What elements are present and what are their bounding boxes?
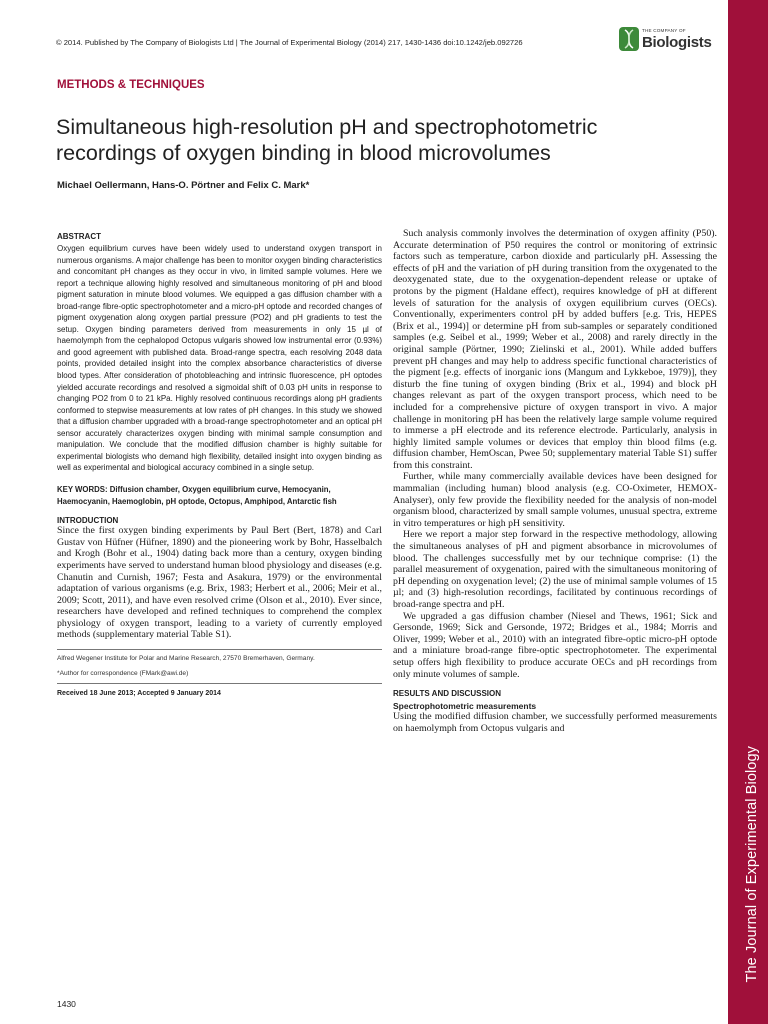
results-subheading: Spectrophotometric measurements (393, 701, 537, 712)
paragraph-4: We upgraded a gas diffusion chamber (Niesel and Thews, 1961; Sick and Gersonde, 1969; Sick and Gersonde, 1972; Bridges et al., 1984; Morris and Oliver, 1999; Weber et al., 2010) with an integrated fibre-optic micro-pH optode and a miniature broad-range fibre-optic spectrophotometer. The experimental setup offers high flexibility to produce accurate OECs and pH recordings from only minute volumes of sample. (393, 610, 717, 680)
paragraph-1: Such analysis commonly involves the determination of oxygen affinity (P50). Accurate determination of P50 requires the control or monitoring of extrinsic factors such as temperature, carbon dioxide and particularly pH. Assessing the effects of pH and the variation of pH during transition from the oxygenated to the deoxygenated state, due to the oxygenation-dependent release or uptake of protons by the pigment (Haldane effect), requires knowledge of pH at different levels of saturation for the analysis of oxygen equilibrium curves (OECs). Conventionally, experimenters control pH by added buffers [e.g. Tris, HEPES (Brix et al., 1994)] or determine pH from sub-samples or separately conditioned samples (e.g. Seibel et al., 1999; Weber et al., 2008) and rarely directly in the original sample (Pörtner, 1990; Zielinski et al., 2001). While added buffers prevent pH changes and may help to address specific functional characteristics of the pigment [e.g. effects of inorganic ions (Mangum and Lykkeboe, 1979)], they disturb the fine tuning of oxygen binding (Brix et al., 1994) and block pH changes relevant as part of the oxygen transport process, which need to be included for a comprehensive picture of oxygen transport in vivo. A major challenge in monitoring pH has been the relatively large sample volume required to immerse a pH electrode and its reference electrode. Particularly, analysis in highly limited sample volumes or devices that employ thin blood films (e.g. diffusion chamber, HemOscan, Pwee 50; supplementary material Table S1) suffer from this constraint. (393, 228, 717, 471)
abstract-heading: ABSTRACT (57, 232, 101, 241)
dna-icon (618, 26, 640, 52)
results-paragraph: Using the modified diffusion chamber, we successfully performed measurements on haemolymph from Octopus vulgaris and (393, 711, 717, 734)
correspondence: *Author for correspondence (FMark@awi.de) (57, 669, 189, 677)
results-body (393, 711, 717, 734)
paragraph-3: Here we report a major step forward in the respective methodology, allowing the simultaneous analyses of pH and pigment absorbance in microvolumes of blood. The challenges successfully met by our technique comprise: (1) the parallel measurement of oxygenation, paired with the simultaneous monitoring of pH depending on oxygenation level; (2) the use of minimal sample volumes of 15 µl; and (3) high-resolution recordings, facilitated by continuous recordings of broad-range spectra and pH. (393, 529, 717, 610)
affiliation: Alfred Wegener Institute for Polar and Marine Research, 27570 Bremerhaven, Germany. (57, 655, 315, 663)
article-title: Simultaneous high-resolution pH and spectrophotometric recordings of oxygen binding in blood microvolumes (56, 115, 598, 165)
logo-small-text: THE COMPANY OF (642, 28, 686, 33)
keywords-list: Diffusion chamber, Oxygen equilibrium curve, Hemocyanin, Haemocyanin, Haemoglobin, pH optode, Octopus, Amphipod, Antarctic fish (57, 484, 337, 506)
results-heading: RESULTS AND DISCUSSION (393, 689, 502, 699)
footnote-divider-2 (57, 683, 382, 684)
section-tag: METHODS & TECHNIQUES (57, 79, 205, 91)
introduction-heading: INTRODUCTION (57, 516, 119, 526)
right-column (393, 228, 717, 734)
paragraph-2: Further, while many commercially available devices have been designed for mammalian (including human) blood analysis (e.g. CO-Oximeter, HEMOX-Analyser), only few provide the flexibility needed for the analysis of non-model organism blood, characterized by small sample volumes, unusual spectra, extreme in vitro temperatures or high pH sensitivity. (393, 471, 717, 529)
sidebar-journal-title: The Journal of Experimental Biology (744, 745, 760, 982)
citation-line: © 2014. Published by The Company of Biologists Ltd | The Journal of Experimental Biology (2014) 217, 1430-1436 doi:10.1242/jeb.092726 (56, 38, 523, 47)
publisher-logo (618, 24, 718, 54)
page-number: 1430 (57, 999, 76, 1009)
introduction-text (57, 525, 382, 641)
keywords (57, 484, 382, 507)
introduction-paragraph: Since the first oxygen binding experiments by Paul Bert (Bert, 1878) and Carl Gustav von Hüfner (Hüfner, 1890) and the pioneering work by Bohr, Hasselbalch and Krogh (Bohr et al., 1904) dating back more than a century, oxygen binding experiments have served to understand human blood physiology and diseases (e.g. Chanutin and Curnish, 1967; Festa and Asakura, 1979) or the environmental adaptation of various organisms (e.g. Brix, 1983; Herbert et al., 2006; Meir et al., 2009; Scott, 2011), and have even resolved crime (Olson et al., 2010). Ever since, researchers have developed and refined techniques to comprehend the complex physiology of oxygen transport, leading to a variety of currently employed methods (supplementary material Table S1). (57, 525, 382, 641)
left-column (57, 232, 382, 697)
author-list: Michael Oellermann, Hans-O. Pörtner and Felix C. Mark* (57, 180, 310, 191)
logo-big-text: Biologists (642, 34, 712, 51)
journal-sidebar (728, 0, 768, 1024)
abstract-text: Oxygen equilibrium curves have been widely used to understand oxygen transport in numerous organisms. A major challenge has been to monitor oxygen binding characteristics and concomitant pH changes as they occur in vivo, in limited sample volumes. Here we report a technique allowing highly resolved and simultaneous monitoring of pH and blood pigment saturation in minute blood volumes. We equipped a gas diffusion chamber with a broad-range fibre-optic spectrophotometer and a micro-pH optode and recorded changes of pigment oxygenation along oxygen partial pressure (PO2) and pH gradients to test the setup. Oxygen binding parameters derived from measurements in only 15 µl of haemolymph from the cephalopod Octopus vulgaris showed low instrumental error (0.93%) and good agreement with published data. Broad-range spectra, each resolving 2048 data points, provided detailed insight into the complex absorbance characteristics of diverse blood types. After consideration of photobleaching and intrinsic fluorescence, pH optodes yielded accurate recordings and resolved a sigmoidal shift of 0.03 pH units in response to changing PO2 from 0 to 21 kPa. Highly resolved continuous recordings along pH gradients conformed to stepwise measurements at low rates of pH changes. In this study we showed that a diffusion chamber upgraded with a broad-range spectrophotometer and an optical pH sensor accurately characterizes oxygen binding with minimal sample consumption and manipulation. We conclude that the modified diffusion chamber is highly suitable for experimental biologists who demand high flexibility, detailed insight into oxygen binding as well as experimental and biological accuracy combined in a single setup. (57, 244, 382, 473)
footnote-divider (57, 649, 382, 650)
received-dates: Received 18 June 2013; Accepted 9 January 2014 (57, 689, 221, 697)
keywords-label: KEY WORDS: (57, 484, 108, 494)
right-body (393, 228, 717, 680)
